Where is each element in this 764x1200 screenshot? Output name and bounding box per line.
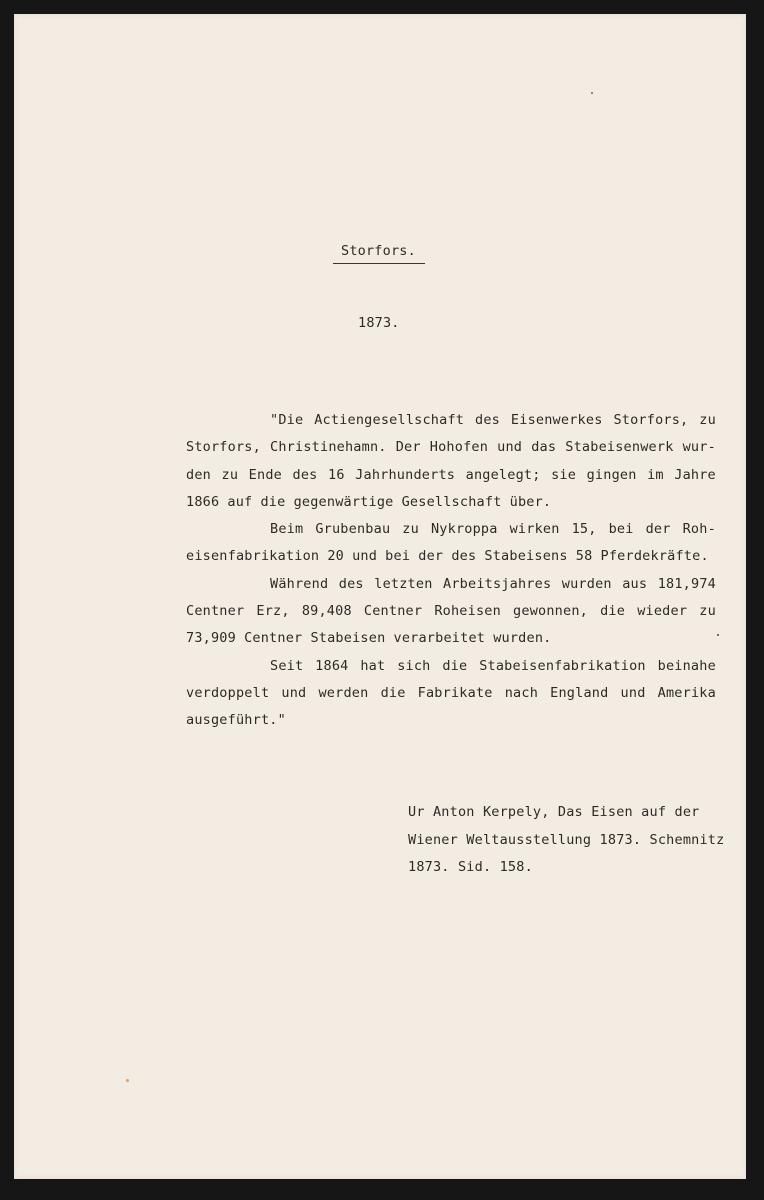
body-word: die xyxy=(380,684,406,701)
body-word: und xyxy=(497,439,523,456)
body-word: über. xyxy=(509,493,552,510)
body-line xyxy=(186,598,716,625)
body-word: die xyxy=(600,603,626,620)
body-word: hat xyxy=(360,657,386,674)
body-word: Jahrhunderts xyxy=(355,466,456,483)
body-word: eisenfabrikation xyxy=(186,548,320,565)
body-word: 20 xyxy=(327,548,344,565)
body-word: Eisenwerkes xyxy=(510,412,603,428)
body-line xyxy=(186,625,716,652)
title-underline xyxy=(333,263,425,264)
body-word: Pferdekräfte. xyxy=(600,548,709,565)
body-word: 181,974 xyxy=(657,575,716,592)
body-word: Beim xyxy=(270,521,304,538)
paper-speck xyxy=(591,92,593,94)
body-word: Der xyxy=(395,439,421,456)
body-word: Grubenbau xyxy=(315,521,391,538)
body-word: Centner xyxy=(244,630,303,647)
body-word: verarbeitet xyxy=(393,630,486,647)
body-line xyxy=(186,462,716,489)
body-word: Centner xyxy=(363,603,423,620)
body-line xyxy=(186,707,716,734)
body-word: die xyxy=(260,493,286,510)
body-word: des xyxy=(338,575,364,592)
body-line xyxy=(186,571,716,598)
body-word: gegenwärtige xyxy=(293,493,394,510)
body-word: Actiengesellschaft xyxy=(314,412,465,428)
body-line xyxy=(186,407,716,434)
body-word: 16 xyxy=(328,466,345,483)
source-line: Ur Anton Kerpely, Das Eisen auf der xyxy=(408,804,700,820)
body-word: bei xyxy=(385,548,411,565)
body-word: und xyxy=(352,548,378,565)
body-word: Roheisen xyxy=(434,603,501,620)
body-word: Centner xyxy=(186,603,245,620)
body-word: sich xyxy=(397,657,431,674)
body-word: 89,408 xyxy=(301,603,352,620)
body-word: 1866 xyxy=(186,493,220,510)
body-word: Storfors, xyxy=(186,439,261,456)
paper-speck xyxy=(126,1079,129,1082)
body-word: im xyxy=(647,466,664,483)
body-word: Roh- xyxy=(682,521,716,538)
body-word: Arbeitsjahres xyxy=(443,575,552,592)
body-word: Amerika xyxy=(657,684,716,701)
body-word: wurden xyxy=(561,575,612,592)
body-word: auf xyxy=(227,493,253,510)
body-word: wirken xyxy=(509,521,560,538)
body-word: wieder xyxy=(637,603,688,620)
source-line: Wiener Weltausstellung 1873. Schemnitz xyxy=(408,831,725,848)
body-word: England xyxy=(550,684,609,701)
body-word: Seit xyxy=(270,657,304,674)
body-word: Stabeisens xyxy=(484,548,568,565)
body-word: des xyxy=(292,466,318,483)
body-word: werden xyxy=(318,684,369,701)
body-word: "Die xyxy=(270,412,304,428)
source-line: 1873. Sid. 158. xyxy=(408,859,533,875)
body-word: Stabeisenwerk xyxy=(565,439,674,456)
body-word: gingen xyxy=(586,466,637,483)
body-word: Fabrikate xyxy=(417,684,493,701)
body-word: Hohofen xyxy=(429,439,489,456)
body-word: zu xyxy=(402,521,419,538)
body-word: ausgeführt." xyxy=(186,712,286,729)
body-word: gewonnen, xyxy=(513,603,588,620)
body-word: zu xyxy=(699,412,716,428)
body-word: Ende xyxy=(248,466,282,483)
quoted-text-body xyxy=(186,407,716,735)
body-word: Christinehamn. xyxy=(270,439,387,456)
paper-speck xyxy=(717,634,719,636)
body-word: nach xyxy=(504,684,539,701)
document-page xyxy=(14,14,746,1179)
body-word: des xyxy=(451,548,477,565)
body-word: Erz, xyxy=(256,603,290,620)
body-word: wurden. xyxy=(493,630,552,647)
body-line xyxy=(186,489,716,516)
body-word: aus xyxy=(622,575,648,592)
body-word: 73,909 xyxy=(186,630,236,647)
body-word: 1864 xyxy=(315,657,349,674)
body-line xyxy=(186,653,716,680)
body-word: Gesellschaft xyxy=(401,493,502,510)
body-word: und xyxy=(281,684,307,701)
source-citation xyxy=(408,799,724,882)
page-title: Storfors. xyxy=(341,243,416,259)
body-word: die xyxy=(442,657,468,674)
body-word: bei xyxy=(608,521,634,538)
body-word: Storfors, xyxy=(613,412,689,428)
body-line xyxy=(186,434,716,461)
body-word: beinahe xyxy=(657,657,716,674)
body-word: des xyxy=(475,412,501,428)
body-word: Jahre xyxy=(674,466,716,483)
body-word: der xyxy=(645,521,671,538)
body-word: Nykroppa xyxy=(430,521,498,538)
body-word: 58 xyxy=(575,548,593,565)
body-line xyxy=(186,543,716,570)
body-word: der xyxy=(418,548,444,565)
body-word: 15, xyxy=(571,521,597,538)
body-line xyxy=(186,516,716,543)
body-word: den xyxy=(186,466,211,483)
body-word: Stabeisenfabrikation xyxy=(479,657,646,674)
body-word: wur- xyxy=(682,439,716,456)
body-word: das xyxy=(531,439,557,456)
body-word: zu xyxy=(699,603,716,620)
body-word: zu xyxy=(221,466,239,483)
body-word: und xyxy=(620,684,646,701)
body-word: Während xyxy=(270,575,329,592)
body-line xyxy=(186,680,716,707)
body-word: angelegt; xyxy=(465,466,541,483)
body-word: verdoppelt xyxy=(186,684,270,701)
document-year: 1873. xyxy=(358,315,400,331)
body-word: Stabeisen xyxy=(310,630,386,647)
body-word: letzten xyxy=(374,575,433,592)
body-word: sie xyxy=(551,466,577,483)
